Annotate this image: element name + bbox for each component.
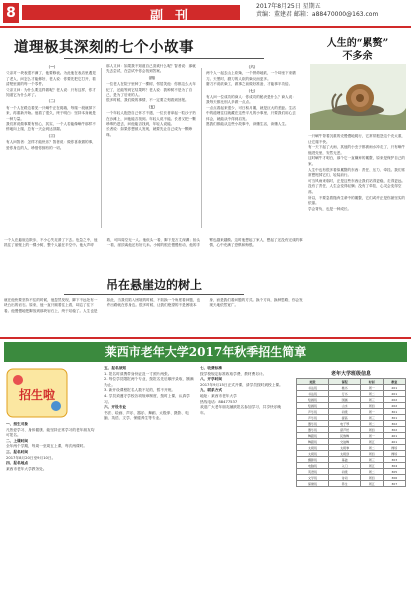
paragraph: 热线电话：88477537 [200,399,238,404]
table-cell: 周四 [361,403,383,409]
paragraph: 两个人一起去山上砍柴，一个拼命地砍，一个却坐下来磨刀。天黑时，磨刀的人砍的柴反而更多。 [206,71,296,81]
paragraph: 我们常说做事要有恒心，其实，一个人若能像蜗牛那样不停地向上爬，总有一天会到达顶端。 [6,122,96,132]
tree-article-title: 吊在悬崖边的树上 [105,278,202,292]
table-cell: 周四 [361,475,383,481]
table-cell: 行书 [329,391,361,397]
table-cell: 交谊舞 [329,439,361,445]
section-number: （一） [46,65,58,69]
main-article-title: 道理极其深刻的七个小故事 [14,39,194,56]
paragraph: 长者说：如果你想被人发现，就要先让自己成为一颗珍珠。 [106,127,193,137]
table-cell: 器乐班 [297,421,329,427]
right-article-title-line2: 不多余 [342,51,373,62]
table-body [297,385,406,487]
editor-contact: 责编：董建君 邮箱：a88470000@163.com [256,11,379,18]
table-cell: 201 [383,391,405,397]
ad-title: 莱西市老年大学2017年秋季招生简章 [104,345,307,359]
paragraph: 可当风雨来临时，正是这些东西让我们站得更稳，走得更远。 [308,178,406,183]
ad-banner [4,342,407,362]
article-column-1 [6,64,98,234]
ad-column-1 [6,422,98,594]
table-cell: 舞蹈班 [297,433,329,439]
table-cell: 周三 [361,457,383,463]
main-article-body [4,64,304,234]
ad-heading: 一、招生对象 [6,422,29,426]
column-divider [101,68,102,228]
page-header [0,0,411,28]
paragraph: 磨刀不误砍柴工，做事之前做好准备，才能事半功倍。 [206,82,293,87]
table-cell: 声乐班 [297,409,329,415]
paragraph: 愿我们都能从这些小故事中，读懂生活，读懂人生。 [206,122,289,127]
page-number: 8 [3,3,19,23]
ad-heading: 三、报名时间 [6,449,29,454]
section-number: （六） [246,65,258,69]
table-cell: 保健班 [297,481,329,487]
header-rule [0,26,411,28]
paragraph: 学会背负，也是一种成长。 [308,206,352,211]
table-cell: 入门 [329,463,361,469]
badge-text: 招生啦 [18,388,56,402]
table-cell: 葫芦丝 [329,427,361,433]
paragraph: 有人问一位成功的商人：你成功的秘诀是什么？商人说：我每天都比别人多做一点点。 [206,95,296,105]
paragraph: 按学校规定标准收取学费，教材费另计。 [200,371,267,376]
paragraph: 1. 报名时请携带身份证及一寸照片两张。 [104,371,172,376]
table-cell: 周五 [361,439,383,445]
table-cell: 401 [383,439,405,445]
table-cell: 英语班 [297,469,329,475]
table-cell: 401 [383,433,405,439]
table-cell: 周五 [361,481,383,487]
table-cell: 306 [383,475,405,481]
paragraph: 2. 每位学员限报两个专业，按报名先后顺序录取，额满为止。 [104,377,194,387]
table-cell: 301 [383,415,405,421]
table-cell: 基础 [329,457,361,463]
table-header-cell: 教室 [383,379,405,385]
table-cell: 初级 [329,469,361,475]
table-cell: 302 [383,421,405,427]
table-cell: 书法班 [297,391,329,397]
table-cell: 声乐班 [297,415,329,421]
article-column-2 [106,64,198,234]
table-header-cell: 时间 [361,379,383,385]
ad-heading: 九、联系方式 [200,388,223,393]
enrollment-badge [6,368,68,418]
paragraph: 父亲对一块表很不满了，他要修表。为此他在表店里遇见了老人，问怎么才能修好，老人说：你要先把它打开，看清楚里面的每一个零件。 [6,71,96,87]
ad-heading: 四、报名地点 [6,461,29,466]
paragraph: 书法、绘画、声乐、器乐、舞蹈、太极拳、摄影、电脑、英语、文学、保健养生等专业。 [104,410,189,421]
paragraph: 有一天下起了大雨，其他的小虫子都被雨水冲走了，只有蜗牛缩进壳里，安然无恙。 [308,145,406,155]
paragraph: 所以，不要急着抛弃生命中的累赘，它们或许正是你最坚实的依靠。 [308,195,406,206]
paragraph: 2017年8月20日至9月10日。 [6,455,56,460]
table-cell: 太极拳 [329,445,361,451]
table-cell: 国画 [329,397,361,403]
table-cell: 太极班 [297,445,329,451]
title-rule [64,294,244,295]
table-cell: 文学班 [297,475,329,481]
tree-article-bottom-text: 就在他快要坚持不住的时候，他忽然发现，脚下不远处有一块凸出的岩石。原来，他一直只顾着往上看，却忘了往下看。他慢慢地把脚放到那块岩石上，终于站稳了。人生也是如此，当我们陷入困境的时候，不妨换一个角度看问题，也许出路就在你身边。很多时候，让我们绝望的不是困境本身，而是我们看问题的方式。换个方向，换种思路，你会发现天地依然宽广。 [4,298,303,313]
paragraph: 莱西市老年大学教务处。 [6,466,47,471]
paragraph: 人生中也有很多看似累赘的东西：责任、压力、牵挂。我们常常想甩掉它们，轻装前行。 [308,167,406,178]
paragraph: 4. 学员须遵守学校各项规章制度，按时上课，认真学习。 [104,393,190,404]
table-cell: 绘画班 [297,403,329,409]
table-row [297,481,406,487]
right-article-title-line1: 人生的“累赘” [326,38,389,49]
table-cell: 操场 [383,445,405,451]
table-cell: 周四 [361,427,383,433]
ad-column-3 [200,366,288,594]
paragraph: 很多时候，我们做的事情，不一定要立刻看到回报。 [106,98,189,103]
table-cell: 绘画班 [297,397,329,403]
table-cell: 提高 [329,415,361,421]
right-article-body [308,134,407,332]
table-cell: 太极剑 [329,451,361,457]
article-column-3 [206,64,298,234]
paragraph: 没有了责任，人生会变得轻飘；没有了牵挂，心灵会变得空荡。 [308,184,402,194]
table-cell: 舞蹈班 [297,439,329,445]
tree-article-top-text: 一个人在悬崖边散步，不小心失足滑了下去。危急之中，他抓住了崖壁上的一棵小树，整个人悬在半空中。他大声呼救，可四周空无一人。他低头一看，脚下是万丈深渊；抬头一看，崖顶离他还有好几米。小树的根在慢慢松动，他的手臂也越来越酸。这时他想起了家人，想起了还没有完成的事情，心中充满了恐惧和悔恨。 [4,238,303,248]
column-divider [201,68,202,228]
table-cell: 电子琴 [329,421,361,427]
section-title-bar [22,5,240,24]
title-rule [64,58,264,59]
table-cell: 太极班 [297,451,329,457]
table-cell: 周三 [361,415,383,421]
table-cell: 周一 [361,385,383,391]
paragraph: 3. 新开设课程报名人数不足的，暂不开班。 [104,388,176,393]
paragraph: 地址：莱西市老年大学 [200,393,237,398]
table-cell: 器乐班 [297,427,329,433]
table-cell: 周二 [361,445,383,451]
table-cell: 周二 [361,469,383,475]
ad-heading: 七、收费标准 [200,366,223,370]
section-separator [0,337,411,339]
tree-article [4,238,304,334]
snail-illustration [310,64,406,130]
class-table-title: 老年大学班级信息 [330,371,371,377]
paragraph: 2017年9月15日正式开课，请学员按时到校上课。 [200,382,283,387]
table-cell: 周三 [361,397,383,403]
table-cell: 电脑班 [297,463,329,469]
ad-heading: 六、开设专业 [104,405,127,410]
table-cell: 307 [383,481,405,487]
table-cell: 201 [383,385,405,391]
table-cell: 301 [383,409,405,415]
table-cell: 民族舞 [329,433,361,439]
table-cell: 周四 [361,451,383,457]
table-cell: 304 [383,463,405,469]
paragraph: 这时蜗牛才明白，那个它一直嫌弃的累赘，原来是保护自己的家。 [308,156,406,166]
right-article [306,30,409,334]
table-cell: 305 [383,469,405,475]
table-cell: 周二 [361,391,383,397]
table-cell: 202 [383,403,405,409]
table-cell: 周二 [361,421,383,427]
ad-column-2 [104,366,194,594]
ad-heading: 五、报名须知 [104,366,127,370]
table-cell: 周一 [361,409,383,415]
table-header-cell: 课程 [329,379,361,385]
table-cell: 楷书 [329,385,361,391]
table-cell: 302 [383,427,405,433]
issue-date: 2017年8月25日 星期五 [256,3,321,10]
enrollment-advertisement [0,340,411,600]
table-cell: 诗词 [329,475,361,481]
table-cell: 303 [383,457,405,463]
section-number: （五） [146,104,158,109]
section-number: （三） [46,133,58,138]
paragraph: 一只蜗牛背着沉重的壳慢慢地爬行，它常常抱怨这个壳太重，让它爬不快。 [308,134,406,144]
table-header-cell: 班级 [297,379,329,385]
section-number: （二） [46,99,58,104]
paragraph: 凡热爱学习、身体健康、能坚持正常学习的老年朋友均可报名。 [6,427,95,438]
table-cell: 周五 [361,463,383,469]
table-cell: 书法班 [297,385,329,391]
table-cell: 202 [383,397,405,403]
paragraph: 父亲又问：为什么要这样做呢？老人说：只有这样，你才知道它为什么坏了。 [6,87,96,98]
paragraph: 一个年轻人抱怨自己怀才不遇，一位长者拿起一粒沙子扔在沙滩上，问他能否找到。年轻人说不能。长者又把一颗珍珠扔进去，问他能否找到，年轻人说能。 [106,111,196,127]
paragraph: 有一个人在路边看见一只蜗牛正在爬墙，每爬一段就掉下来，再重新开始。他看了很久，终于明白：坚持本身就是一种力量。 [6,105,96,121]
table-cell: 摄影班 [297,457,329,463]
section-number: （四） [146,75,158,80]
paragraph: 欢迎广大老年朋友踊跃报名参加学习，共享快乐晚年。 [200,405,282,415]
table-cell: 山水 [329,403,361,409]
ad-heading: 二、上课时间 [6,438,29,443]
paragraph: 有人问智者：怎样才能快乐？智者说：做你喜欢做的事，爱你身边的人，珍惜你拥有的一切。 [6,140,96,150]
table-cell: 初级 [329,409,361,415]
paragraph: 全年两个学期，每周一至周五上课，每次两课时。 [6,444,88,449]
paragraph: 一点点看起来很少，可日积月累，就是巨大的差距。生活中的道理往往就藏在这些平凡的小事里，只要我们用心去体会，就能从中得到启发。 [206,105,296,121]
section-title: 副刊 [150,9,201,24]
paragraph: 那人又问：如果我不知道自己喜欢什么呢？智者说：那就先去尝试，在尝试中你会找到答案。 [106,64,196,74]
class-table [296,378,406,487]
header-info [256,3,378,19]
main-article [4,32,304,235]
ad-heading: 八、开学时间 [200,377,223,382]
table-cell: 操场 [383,451,405,457]
table-cell: 周一 [361,433,383,439]
paragraph: 一位老人在院子里种了一棵树，邻居笑他：你都这么大年纪了，还能等到它结果吗？老人说：我种树不是为了自己，是为了后来的人。 [106,82,196,98]
section-number: （七） [246,88,258,93]
table-cell: 养生 [329,481,361,487]
